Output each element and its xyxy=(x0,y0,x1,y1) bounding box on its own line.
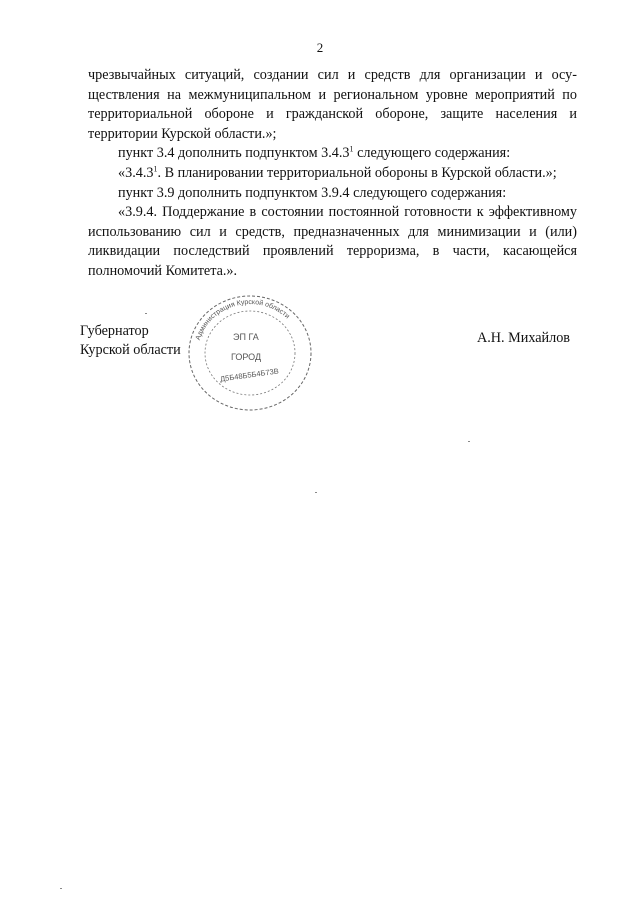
scan-speck xyxy=(145,313,147,314)
stamp-line-1: ЭП ГА xyxy=(233,332,259,342)
body-paragraph xyxy=(88,184,577,204)
paragraph-text: «3.4.3 xyxy=(118,164,154,181)
footnote-superscript: 1 xyxy=(153,164,158,174)
scan-speck xyxy=(315,492,317,493)
paragraph-text: пункт 3.4 дополнить подпунктом 3.4.3 xyxy=(118,145,350,162)
signatory-name: А.Н. Михайлов xyxy=(477,330,571,346)
footnote-superscript: 1 xyxy=(349,144,354,154)
signatory-position xyxy=(80,322,181,360)
scan-speck xyxy=(60,888,62,889)
stamp-line-3: Д5Б48Б5Б4Б73В xyxy=(219,366,280,384)
paragraph-text: следующего содержания: xyxy=(353,145,511,162)
paragraph-text: чрезвычайных ситуаций, создании сил и средств для организации и осуществления на межмуниципальном и региональном уровне мероприятий по территориальной обороне и гражданской обороне, защите населения и территории Курской области.»; xyxy=(88,67,577,142)
paragraph-text: пункт 3.9 дополнить подпунктом 3.9.4 следующего содержания: xyxy=(118,184,507,201)
signatory-region: Курской области xyxy=(80,342,181,358)
document-body xyxy=(88,66,577,282)
body-paragraph xyxy=(88,164,577,184)
scan-speck xyxy=(468,441,470,442)
stamp-line-2: ГОРОД xyxy=(231,352,262,362)
body-paragraph xyxy=(88,203,577,281)
stamp-ring-text: Администрация Курской области xyxy=(194,298,291,342)
body-paragraph xyxy=(88,144,577,164)
paragraph-text: «3.9.4. Поддержание в состоянии постоянной готовности к эффективному использованию сил и средств, предназначенных для минимизации и (или) ликвидации последствий проявлений терроризма, в части, касающейся полномочий Комитета.». xyxy=(88,204,577,279)
page-number: 2 xyxy=(316,40,324,55)
signatory-title: Губернатор xyxy=(80,323,149,339)
paragraph-text: . В планировании территориальной обороны в Курской области.»; xyxy=(157,164,557,181)
body-paragraph xyxy=(88,66,577,144)
official-stamp-icon xyxy=(186,292,314,414)
